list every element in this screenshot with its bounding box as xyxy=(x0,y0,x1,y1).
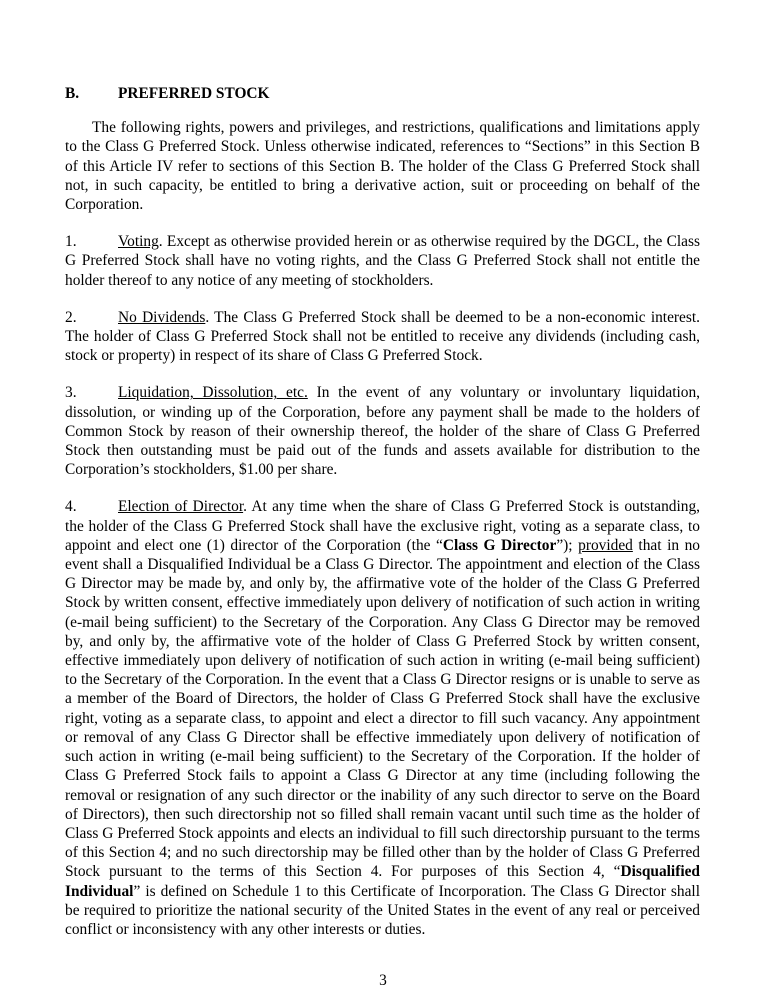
section-heading xyxy=(65,84,700,103)
numbered-paragraph-2 xyxy=(65,308,700,366)
numbered-paragraph-3 xyxy=(65,383,700,479)
paragraph-text: No Dividends. The Class G Preferred Stock shall be deemed to be a non-economic interest. The holder of Class G Preferred Stock shall not be entitled to receive any dividends (including cash, stock or property) in respect of its share of Class G Preferred Stock. xyxy=(65,308,700,365)
intro-paragraph-text: The following rights, powers and privileges, and restrictions, qualifications and limitations apply to the Class G Preferred Stock. Unless otherwise indicated, references to “Sections” in this Section B of this Article IV refer to sections of this Section B. The holder of the Class G Preferred Stock shall not, in such capacity, be entitled to bring a derivative action, suit or proceeding on behalf of the Corporation. xyxy=(65,119,700,214)
paragraph-text: Election of Director. At any time when the share of Class G Preferred Stock is outstanding, the holder of the Class G Preferred Stock shall have the exclusive right, voting as a separate class, to appoint and elect one (1) director of the Corporation (the “Class G Director”); provided that in no event shall a Disqualified Individual be a Class G Director. The appointment and election of the Class G Director may be made by, and only by, the affirmative vote of the holder of the Class G Preferred Stock by written consent, effective immediately upon delivery of notification of such action in writing (e-mail being sufficient) to the Secretary of the Corporation. Any Class G Director may be removed by, and only by, the affirmative vote of the holder of Class G Preferred Stock by written consent, effective immediately upon delivery of notification of such action in writing (e-mail being sufficient) to the Secretary of the Corporation. In the event that a Class G Director resigns or is unable to serve as a member of the Board of Directors, the holder of Class G Preferred Stock shall have the exclusive right, voting as a separate class, to appoint and elect a director to fill such vacancy. Any appointment or removal of any Class G Director shall be effective immediately upon delivery of notification of such action in writing (e-mail being sufficient) to the Secretary of the Corporation. If the holder of Class G Preferred Stock fails to appoint a Class G Director at any time (including following the removal or resignation of any such director or the inability of any such director to serve on the Board of Directors), then such directorship not so filled shall remain vacant until such time as the holder of Class G Preferred Stock appoints and elects an individual to fill such directorship pursuant to the terms of this Section 4; and no such directorship may be filled other than by the holder of Class G Preferred Stock pursuant to the terms of this Section 4. For purposes of this Section 4, “Disqualified Individual” is defined on Schedule 1 to this Certificate of Incorporation. The Class G Director shall be required to prioritize the national security of the United States in the event of any real or perceived conflict or inconsistency with any other interests or duties. xyxy=(65,498,700,938)
section-title: PREFERRED STOCK xyxy=(118,85,270,102)
paragraph-number: 3. xyxy=(65,384,77,402)
paragraph-number: 4. xyxy=(65,498,77,516)
section-letter: B. xyxy=(65,85,80,102)
paragraph-number: 2. xyxy=(65,308,77,326)
page-number: 3 xyxy=(379,971,387,989)
intro-paragraph xyxy=(65,118,700,214)
paragraph-text: Liquidation, Dissolution, etc. In the event of any voluntary or involuntary liquidation, dissolution, or winding up of the Corporation, before any payment shall be made to the holders of Common Stock by reason of their ownership thereof, the holder of the share of Class G Preferred Stock then outstanding must be paid out of the funds and assets available for distribution to the Corporation’s stockholders, $1.00 per share. xyxy=(65,384,701,479)
paragraph-text: Voting. Except as otherwise provided herein or as otherwise required by the DGCL, the Class G Preferred Stock shall have no voting rights, and the Class G Preferred Stock shall not entitle the holder thereof to any notice of any meeting of stockholders. xyxy=(65,233,700,289)
numbered-paragraph-4 xyxy=(65,497,700,939)
numbered-paragraph-1 xyxy=(65,232,700,290)
paragraph-number: 1. xyxy=(65,233,77,251)
